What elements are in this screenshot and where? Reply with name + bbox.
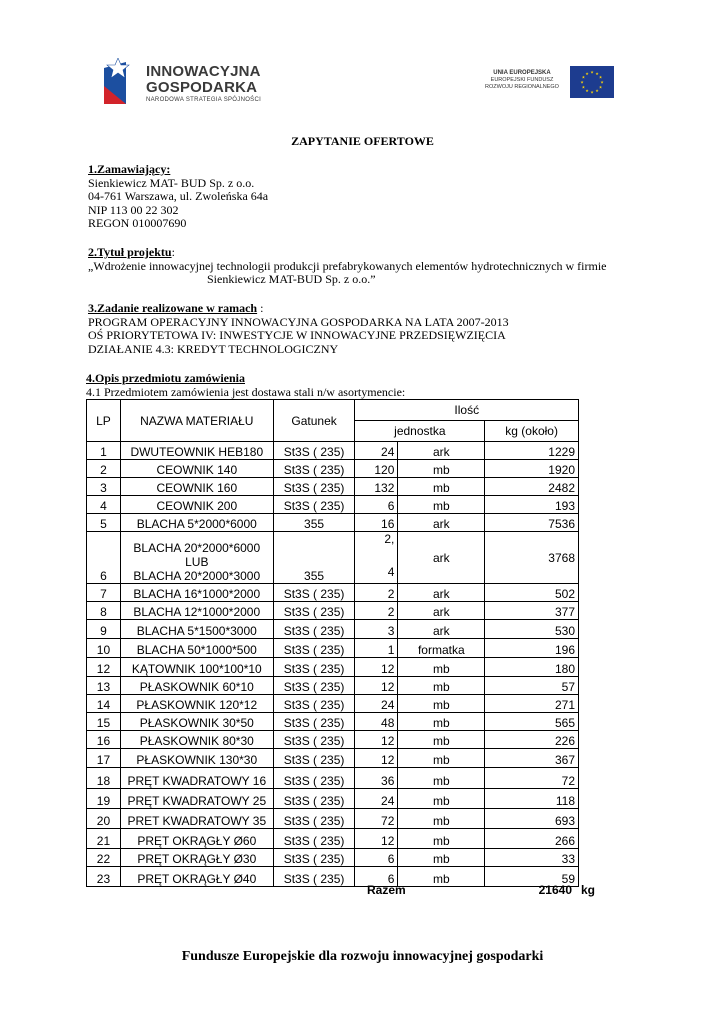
cell-kg: 693 — [485, 809, 579, 829]
eu-logo-line3: ROZWOJU REGIONALNEGO — [485, 84, 559, 90]
cell-lp: 2 — [87, 460, 121, 478]
cell-kg: 266 — [485, 829, 579, 849]
text-line: OŚ PRIORYTETOWA IV: INWESTYCJE W INNOWACYJNE PRZEDSIĘWZIĘCIA — [88, 328, 506, 342]
cell-lp: 1 — [87, 442, 121, 460]
cell-grade: St3S ( 235) — [273, 478, 355, 496]
text-line: REGON 010007690 — [88, 216, 187, 230]
innowacyjna-gospodarka-logo — [104, 56, 274, 112]
svg-text:★: ★ — [595, 88, 599, 94]
table-row — [87, 829, 579, 849]
table-row — [87, 677, 579, 695]
cell-name: PŁASKOWNIK 120*12 — [120, 695, 273, 713]
cell-unit: mb — [398, 809, 485, 829]
cell-name: BLACHA 50*1000*500 — [120, 639, 273, 658]
eu-flag-icon — [570, 66, 614, 98]
header-grade: Gatunek — [273, 400, 355, 442]
eu-logo — [478, 66, 614, 100]
svg-text:★: ★ — [581, 84, 586, 90]
cell-lp: 9 — [87, 620, 121, 639]
cell-unit: mb — [398, 789, 485, 809]
table-row — [87, 658, 579, 677]
cell-kg: 59 — [485, 867, 579, 887]
cell-lp: 17 — [87, 749, 121, 768]
eu-logo-line1: UNIA EUROPEJSKA — [493, 70, 551, 76]
cell-unit: mb — [398, 849, 485, 867]
text-line: 4.1 Przedmiotem zamówienia jest dostawa stali n/w asortymencie: — [86, 384, 406, 399]
cell-kg: 377 — [485, 602, 579, 620]
cell-grade: St3S ( 235) — [273, 658, 355, 677]
cell-grade: St3S ( 235) — [273, 849, 355, 867]
cell-lp: 7 — [87, 584, 121, 602]
cell-unit: mb — [398, 478, 485, 496]
cell-lp: 20 — [87, 809, 121, 829]
total-unit: kg — [581, 883, 596, 897]
table-row — [87, 789, 579, 809]
cell-grade: St3S ( 235) — [273, 829, 355, 849]
cell-unit: mb — [398, 713, 485, 731]
eu-logo-text — [478, 70, 566, 91]
section-zadanie — [88, 302, 509, 356]
heading-suffix: : — [257, 301, 264, 315]
cell-unit: mb — [398, 460, 485, 478]
cell-grade: St3S ( 235) — [273, 460, 355, 478]
cell-qty: 24 — [355, 695, 398, 713]
cell-kg: 1920 — [485, 460, 579, 478]
svg-text:★: ★ — [600, 79, 604, 85]
cell-kg: 565 — [485, 713, 579, 731]
cell-qty: 2 — [355, 584, 398, 602]
cell-name: BLACHA 16*1000*2000 — [120, 584, 273, 602]
cell-grade: St3S ( 235) — [273, 713, 355, 731]
text-line: Sienkiewicz MAT- BUD Sp. z o.o. — [88, 175, 255, 190]
cell-qty — [355, 532, 398, 584]
cell-unit: ark — [398, 514, 485, 532]
section-opis — [86, 372, 405, 399]
cell-qty-line: 2, — [384, 532, 395, 546]
cell-qty: 6 — [355, 849, 398, 867]
cell-kg: 72 — [485, 768, 579, 789]
header-lp: LP — [87, 400, 121, 442]
table-row — [87, 749, 579, 768]
cell-kg: 1229 — [485, 442, 579, 460]
cell-unit: mb — [398, 749, 485, 768]
cell-unit: ark — [398, 602, 485, 620]
cell-qty: 12 — [355, 829, 398, 849]
logo-line1: INNOWACYJNA — [146, 63, 261, 80]
text-line: „Wdrożenie innowacyjnej technologii produkcji prefabrykowanych elementów hydrotechnicznych w firmie — [88, 258, 607, 273]
header-qty: Ilość — [355, 400, 579, 421]
table-body — [87, 442, 579, 887]
header-name: NAZWA MATERIAŁU — [120, 400, 273, 442]
cell-grade: St3S ( 235) — [273, 496, 355, 514]
svg-text:★: ★ — [598, 74, 603, 80]
svg-text:★: ★ — [585, 88, 589, 94]
cell-lp: 6 — [87, 532, 121, 584]
logo-line3: NARODOWA STRATEGIA SPÓJNOŚCI — [146, 97, 262, 103]
cell-unit: ark — [398, 532, 485, 584]
cell-lp: 19 — [87, 789, 121, 809]
cell-qty: 12 — [355, 677, 398, 695]
cell-grade: St3S ( 235) — [273, 620, 355, 639]
cell-grade: St3S ( 235) — [273, 602, 355, 620]
cell-unit: ark — [398, 442, 485, 460]
cell-grade: St3S ( 235) — [273, 639, 355, 658]
cell-qty: 132 — [355, 478, 398, 496]
cell-name: PŁASKOWNIK 30*50 — [120, 713, 273, 731]
cell-qty: 48 — [355, 713, 398, 731]
table-row — [87, 809, 579, 829]
table-row — [87, 849, 579, 867]
cell-kg: 502 — [485, 584, 579, 602]
cell-grade: St3S ( 235) — [273, 677, 355, 695]
total-value: 21640 — [538, 883, 572, 897]
cell-name: BLACHA 5*2000*6000 — [120, 514, 273, 532]
cell-grade: St3S ( 235) — [273, 731, 355, 749]
cell-name: KĄTOWNIK 100*100*10 — [120, 658, 273, 677]
cell-lp: 10 — [87, 639, 121, 658]
cell-qty: 6 — [355, 867, 398, 887]
cell-unit: mb — [398, 658, 485, 677]
eu-logo-line2: EUROPEJSKI FUNDUSZ — [490, 77, 554, 83]
cell-qty: 1 — [355, 639, 398, 658]
cell-qty: 120 — [355, 460, 398, 478]
cell-kg: 271 — [485, 695, 579, 713]
cell-lp: 5 — [87, 514, 121, 532]
table-row — [87, 602, 579, 620]
section-tytul-projektu — [88, 246, 606, 287]
document-title: ZAPYTANIE OFERTOWE — [291, 134, 434, 148]
cell-name: PRET KWADRATOWY 35 — [120, 809, 273, 829]
cell-unit: formatka — [398, 639, 485, 658]
cell-name: PRĘT OKRĄGŁY Ø30 — [120, 849, 273, 867]
cell-kg: 33 — [485, 849, 579, 867]
cell-qty: 12 — [355, 749, 398, 768]
cell-qty: 12 — [355, 731, 398, 749]
svg-text:★: ★ — [598, 84, 603, 90]
cell-qty: 36 — [355, 768, 398, 789]
cell-unit: ark — [398, 584, 485, 602]
cell-grade: St3S ( 235) — [273, 789, 355, 809]
cell-lp: 18 — [87, 768, 121, 789]
table-row — [87, 731, 579, 749]
cell-kg: 367 — [485, 749, 579, 768]
section-heading: 4.Opis przedmiotu zamówienia — [86, 371, 245, 385]
heading-suffix: : — [171, 245, 175, 259]
cell-qty: 24 — [355, 789, 398, 809]
cell-grade: St3S ( 235) — [273, 768, 355, 789]
table-header-row — [87, 400, 579, 421]
text-line: Sienkiewicz MAT-BUD Sp. z o.o.” — [207, 272, 376, 286]
svg-text:★: ★ — [590, 89, 594, 95]
table-row — [87, 620, 579, 639]
table-row — [87, 460, 579, 478]
cell-kg: 196 — [485, 639, 579, 658]
svg-text:★: ★ — [585, 70, 589, 76]
materials-table — [86, 399, 579, 887]
cell-name: PRĘT OKRĄGŁY Ø40 — [120, 867, 273, 887]
svg-text:★: ★ — [595, 70, 599, 76]
text-line: 04-761 Warszawa, ul. Zwoleńska 64a — [88, 189, 269, 203]
table-row — [87, 514, 579, 532]
cell-qty-line: 4 — [387, 565, 395, 579]
footer-text: Fundusze Europejskie dla rozwoju innowacyjnej gospodarki — [181, 949, 544, 964]
cell-kg: 118 — [485, 789, 579, 809]
cell-kg: 57 — [485, 677, 579, 695]
svg-text:★: ★ — [590, 69, 594, 75]
cell-unit: mb — [398, 768, 485, 789]
text-line: PROGRAM OPERACYJNY INNOWACYJNA GOSPODARKA NA LATA 2007-2013 — [88, 314, 509, 329]
cell-name-line: BLACHA 20*2000*6000 — [133, 541, 261, 555]
cell-name: BLACHA 12*1000*2000 — [120, 602, 273, 620]
cell-unit: mb — [398, 867, 485, 887]
cell-lp: 21 — [87, 829, 121, 849]
innowacyjna-gospodarka-emblem-icon — [104, 58, 134, 108]
cell-name: PŁASKOWNIK 60*10 — [120, 677, 273, 695]
cell-grade: 355 — [273, 532, 355, 584]
cell-name: BLACHA 5*1500*3000 — [120, 620, 273, 639]
cell-unit: mb — [398, 496, 485, 514]
cell-lp: 23 — [87, 867, 121, 887]
cell-lp: 8 — [87, 602, 121, 620]
cell-name: DWUTEOWNIK HEB180 — [120, 442, 273, 460]
cell-grade: St3S ( 235) — [273, 584, 355, 602]
cell-name: CEOWNIK 160 — [120, 478, 273, 496]
cell-grade: St3S ( 235) — [273, 695, 355, 713]
cell-qty: 72 — [355, 809, 398, 829]
header-unit: jednostka — [355, 421, 485, 442]
cell-grade: St3S ( 235) — [273, 867, 355, 887]
table-row — [87, 713, 579, 731]
cell-lp: 14 — [87, 695, 121, 713]
cell-unit: mb — [398, 677, 485, 695]
cell-qty: 16 — [355, 514, 398, 532]
cell-name: PŁASKOWNIK 130*30 — [120, 749, 273, 768]
table-row — [87, 496, 579, 514]
cell-name: PŁASKOWNIK 80*30 — [120, 731, 273, 749]
cell-name-line: BLACHA 20*2000*3000 — [133, 569, 261, 583]
cell-lp: 4 — [87, 496, 121, 514]
table-row — [87, 584, 579, 602]
cell-name: CEOWNIK 200 — [120, 496, 273, 514]
cell-lp: 12 — [87, 658, 121, 677]
cell-unit: ark — [398, 620, 485, 639]
cell-name: PRĘT OKRĄGŁY Ø60 — [120, 829, 273, 849]
svg-text:★: ★ — [581, 74, 586, 80]
cell-name-line: LUB — [185, 555, 209, 569]
total-label: Razem — [367, 883, 406, 897]
table-row — [87, 768, 579, 789]
cell-kg: 7536 — [485, 514, 579, 532]
svg-text:★: ★ — [580, 79, 584, 85]
cell-qty: 6 — [355, 496, 398, 514]
cell-name — [120, 532, 273, 584]
section-heading: 1.Zamawiający: — [88, 162, 171, 176]
cell-kg: 226 — [485, 731, 579, 749]
cell-unit: mb — [398, 731, 485, 749]
cell-lp: 16 — [87, 731, 121, 749]
cell-grade: 355 — [273, 514, 355, 532]
cell-name: PRĘT KWADRATOWY 25 — [120, 789, 273, 809]
cell-unit: mb — [398, 829, 485, 849]
cell-name: PRĘT KWADRATOWY 16 — [120, 768, 273, 789]
cell-kg: 2482 — [485, 478, 579, 496]
cell-unit: mb — [398, 695, 485, 713]
header-kg: kg (około) — [485, 421, 579, 442]
table-row — [87, 695, 579, 713]
section-heading: 3.Zadanie realizowane w ramach — [88, 301, 258, 315]
cell-kg: 193 — [485, 496, 579, 514]
text-line: NIP 113 00 22 302 — [88, 202, 179, 217]
cell-name: CEOWNIK 140 — [120, 460, 273, 478]
cell-lp: 3 — [87, 478, 121, 496]
cell-lp: 22 — [87, 849, 121, 867]
section-heading: 2.Tytuł projektu — [88, 245, 172, 259]
cell-qty: 12 — [355, 658, 398, 677]
table-row — [87, 639, 579, 658]
text-line: DZIAŁANIE 4.3: KREDYT TECHNOLOGICZNY — [88, 341, 339, 356]
cell-kg: 3768 — [485, 532, 579, 584]
table-row — [87, 442, 579, 460]
table-row — [87, 478, 579, 496]
section-zamawiajacy — [88, 163, 268, 231]
cell-kg: 530 — [485, 620, 579, 639]
cell-qty: 24 — [355, 442, 398, 460]
logo-line2: GOSPODARKA — [146, 79, 258, 96]
cell-lp: 15 — [87, 713, 121, 731]
cell-lp: 13 — [87, 677, 121, 695]
table-row — [87, 532, 579, 584]
cell-grade: St3S ( 235) — [273, 809, 355, 829]
cell-qty: 3 — [355, 620, 398, 639]
cell-grade: St3S ( 235) — [273, 442, 355, 460]
cell-kg: 180 — [485, 658, 579, 677]
cell-qty: 2 — [355, 602, 398, 620]
cell-grade: St3S ( 235) — [273, 749, 355, 768]
